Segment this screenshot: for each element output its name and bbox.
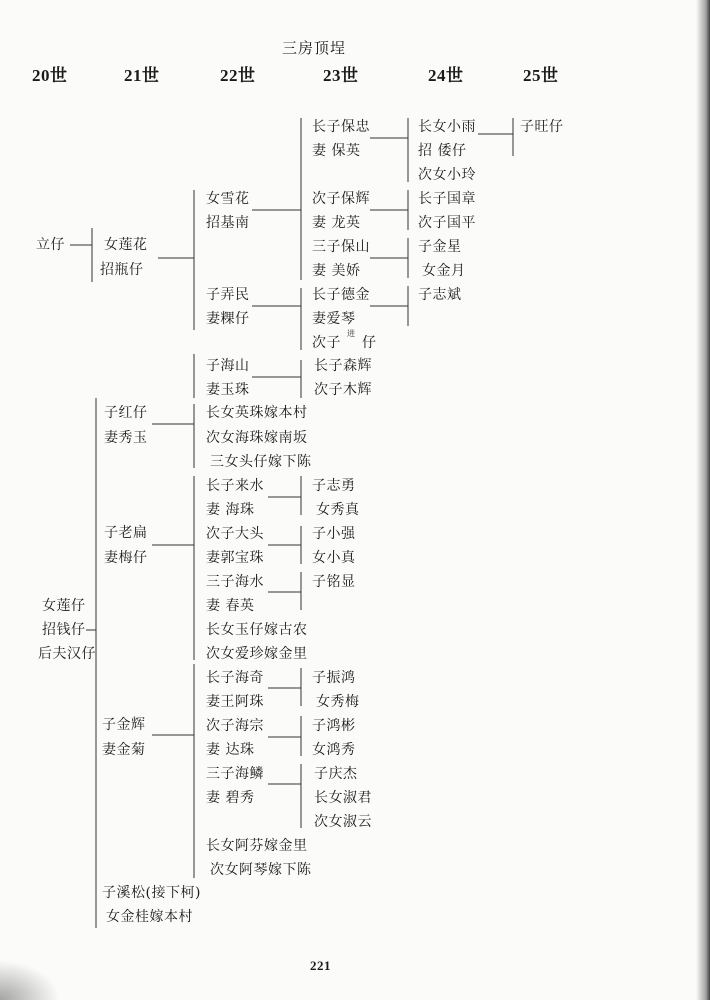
person-23-7: 次子木辉	[314, 382, 372, 398]
person-23-5-char-top: 进	[347, 329, 356, 338]
spouse-22-4: 妻 海珠	[206, 502, 255, 518]
spouse-22-9: 妻 碧秀	[206, 790, 255, 806]
person-23-19: 次女淑云	[314, 814, 372, 830]
person-23-13: 子振鸿	[312, 670, 356, 686]
person-22-5: 次子大头	[206, 526, 264, 542]
spouse-23-3: 妻 美娇	[312, 263, 361, 279]
person-lizai: 立仔	[36, 237, 65, 253]
person-21-1: 女莲花	[104, 237, 148, 253]
person-21-4: 子金辉	[102, 717, 146, 733]
person-nv-lianzai: 女莲仔	[42, 598, 86, 614]
daughter-22-4: 长女玉仔嫁古农	[206, 622, 308, 638]
spouse-23-1: 妻 保英	[312, 143, 361, 159]
scan-edge-shadow	[696, 0, 710, 1000]
person-22-8: 次子海宗	[206, 718, 264, 734]
spouse-21-4: 妻金菊	[102, 742, 146, 758]
person-23-12: 子铭显	[312, 574, 356, 590]
spouse-21-2: 妻秀玉	[104, 430, 148, 446]
spouse-24-1: 招 倭仔	[418, 143, 467, 159]
spouse-zhaoqianzai: 招钱仔	[42, 622, 86, 638]
person-24-7: 子志斌	[418, 287, 462, 303]
person-22-9: 三子海鳞	[206, 766, 264, 782]
person-23-15: 子鸿彬	[312, 718, 356, 734]
person-21-2: 子红仔	[104, 405, 148, 421]
person-22-6: 三子海水	[206, 574, 264, 590]
scan-corner-shadow	[0, 960, 60, 1000]
daughter-22-1: 长女英珠嫁本村	[206, 405, 308, 421]
page-number: 221	[310, 958, 331, 973]
spouse-22-3: 妻玉珠	[206, 382, 250, 398]
person-22-7: 长子海奇	[206, 670, 264, 686]
person-24-5: 子金星	[418, 239, 462, 255]
person-23-1: 长子保忠	[312, 119, 370, 135]
spouse-21-3: 妻梅仔	[104, 550, 148, 566]
person-23-14: 女秀梅	[316, 694, 360, 710]
daughter-22-5: 次女爱珍嫁金里	[206, 646, 308, 662]
person-22-3: 子海山	[206, 358, 250, 374]
person-23-4: 长子德金	[312, 287, 370, 303]
generation-header-23: 23世	[323, 66, 359, 85]
person-25-1: 子旺仔	[520, 119, 564, 135]
spouse-22-1: 招基南	[206, 215, 250, 231]
spouse-23-2: 妻 龙英	[312, 215, 361, 231]
person-22-2: 子弄民	[206, 287, 250, 303]
daughter-22-2: 次女海珠嫁南坂	[206, 430, 308, 446]
generation-header-20: 20世	[32, 66, 68, 85]
page-title: 三房顶埕	[282, 39, 347, 57]
spouse-22-6: 妻 春英	[206, 598, 255, 614]
daughter-22-7: 次女阿琴嫁下陈	[210, 862, 312, 878]
person-23-10: 子小强	[312, 526, 356, 542]
person-24-6: 女金月	[422, 263, 466, 279]
person-23-17: 子庆杰	[314, 766, 358, 782]
person-24-4: 次子国平	[418, 215, 476, 231]
person-23-3: 三子保山	[312, 239, 370, 255]
spouse-22-8: 妻 达珠	[206, 742, 255, 758]
person-22-1: 女雪花	[206, 191, 250, 207]
person-21-6: 女金桂嫁本村	[106, 909, 193, 925]
person-24-3: 长子国章	[418, 191, 476, 207]
person-23-9: 女秀真	[316, 502, 360, 518]
spouse-22-5: 妻郭宝珠	[206, 550, 264, 566]
person-21-3: 子老扁	[104, 525, 148, 541]
person-23-2: 次子保辉	[312, 191, 370, 207]
generation-header-25: 25世	[523, 66, 559, 85]
spouse-22-2: 妻粿仔	[206, 311, 250, 327]
person-21-5: 子溪松(接下柯)	[102, 885, 201, 901]
spouse-houfu-hanzai: 后夫汉仔	[38, 646, 96, 662]
generation-header-22: 22世	[220, 66, 256, 85]
person-23-5-char-end: 仔	[362, 335, 377, 351]
spouse-21-1: 招瓶仔	[100, 262, 144, 278]
generation-header-21: 21世	[124, 66, 160, 85]
person-24-1: 长女小雨	[418, 119, 476, 135]
person-24-2: 次女小玲	[418, 167, 476, 183]
person-23-8: 子志勇	[312, 478, 356, 494]
generation-header-24: 24世	[428, 66, 464, 85]
person-23-18: 长女淑君	[314, 790, 372, 806]
spouse-23-4: 妻爱琴	[312, 311, 356, 327]
daughter-22-3: 三女头仔嫁下陈	[210, 454, 312, 470]
person-23-16: 女鸿秀	[312, 742, 356, 758]
daughter-22-6: 长女阿芬嫁金里	[206, 838, 308, 854]
person-22-4: 长子来水	[206, 478, 264, 494]
person-23-6: 长子森辉	[314, 358, 372, 374]
person-23-5: 次子	[312, 335, 341, 351]
person-23-11: 女小真	[312, 550, 356, 566]
spouse-22-7: 妻王阿珠	[206, 694, 264, 710]
